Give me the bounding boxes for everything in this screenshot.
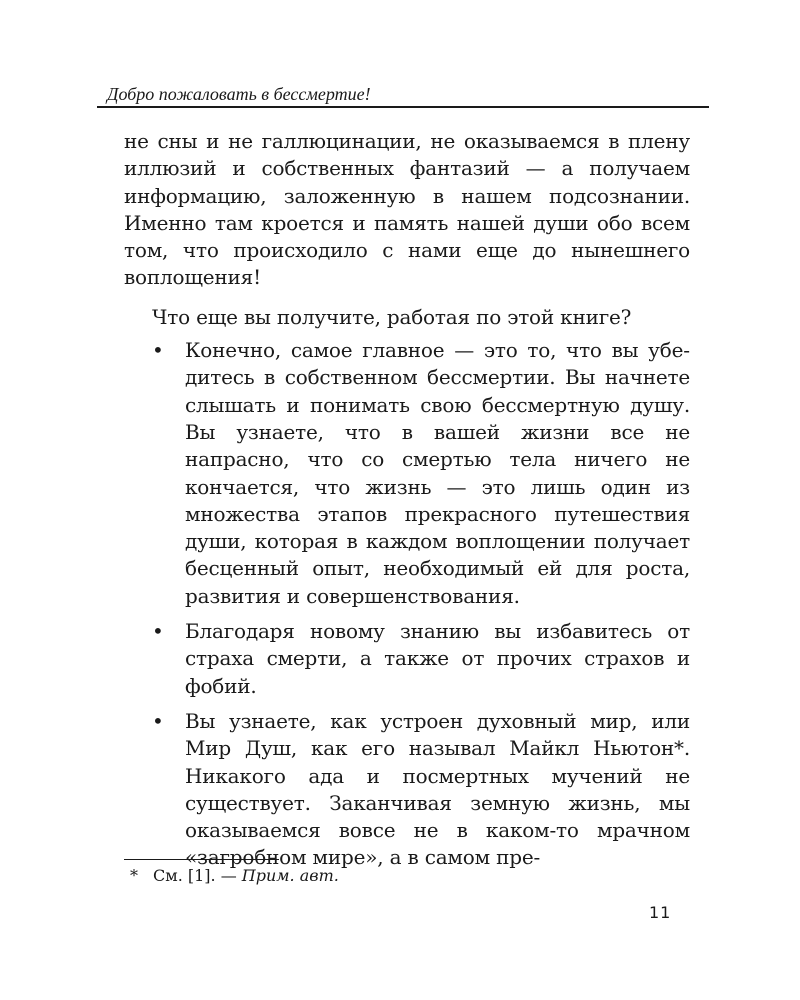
bullet-item [124, 618, 690, 700]
bullet-item [124, 337, 690, 610]
footnote [130, 866, 339, 885]
bullet-dot-icon: • [152, 708, 164, 733]
bullet-list [124, 337, 690, 872]
footnote-rule [124, 859, 279, 860]
bullet-item [124, 708, 690, 872]
bullet-text: Конечно, самое главное — это то, что вы убедитесь в собственном бессмертии. Вы начнете слышать и понимать свою бессмертную душу. Вы узнаете, что в вашей жизни все не напрасно, что со смертью тела ничего не кончается, что жизнь — это лишь один из множества этапов прекрасного путешествия души, которая в каждом воплощении получает бесценный опыт, необходимый ей для роста, развития и совершенствования. [185, 338, 690, 608]
header-rule [97, 106, 709, 108]
running-head-title: Добро пожаловать в бессмертие! [107, 84, 371, 104]
page-number: 11 [649, 903, 672, 922]
bullet-dot-icon: • [152, 619, 164, 644]
paragraph-lead-in: Что еще вы получите, работая по этой книге? [152, 304, 632, 329]
bullet-text: Вы узнаете, как устроен духовный мир, или Мир Душ, как его называл Майкл Ньютон*. Никакого ада и посмертных мучений не существует. Заканчивая земную жизнь, мы оказываемся вовсе не в каком-то мрачном «загробном мире», а в самом пре- [185, 708, 690, 870]
footnote-marker: * [130, 866, 138, 885]
body-text [124, 128, 690, 880]
paragraph-continued: не сны и не галлюцинации, не оказываемся в плену иллюзий и собственных фантазий — а получаем информацию, заложенную в нашем подсознании. Именно там кроется и память нашей души обо всем том, что происходило с нами еще до нынешнего воплощения! [124, 129, 690, 290]
bullet-dot-icon: • [152, 338, 164, 363]
bullet-text: Благодаря новому знанию вы избавитесь от страха смерти, а также от прочих страхов и фобий. [185, 619, 690, 698]
footnote-text: См. [1]. — [153, 866, 242, 885]
footnote-note: Прим. авт. [241, 866, 339, 885]
